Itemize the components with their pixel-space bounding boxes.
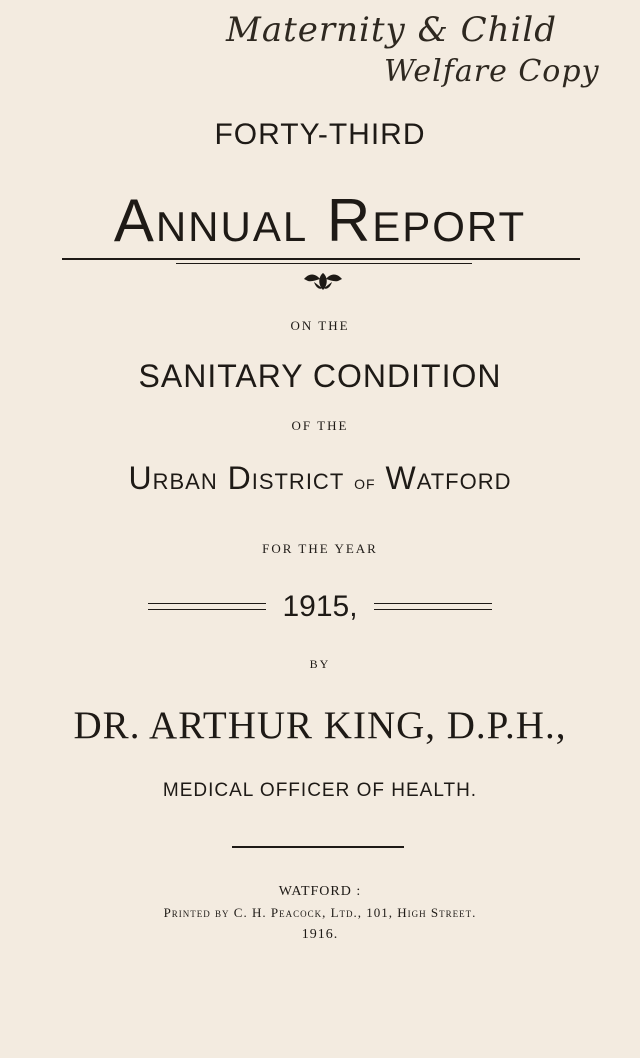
imprint-rule bbox=[232, 846, 404, 848]
ornament-icon bbox=[302, 270, 344, 292]
report-title-report: Report bbox=[326, 187, 527, 254]
report-year: 1915, bbox=[282, 590, 358, 623]
of-the-text: OF THE bbox=[291, 418, 349, 433]
district-heading bbox=[0, 460, 640, 497]
imprint-year: 1916. bbox=[301, 927, 339, 942]
district-part1: Urban District bbox=[128, 460, 345, 496]
edition-heading: FORTY-THIRD bbox=[214, 118, 426, 151]
handwritten-annotation-line2: Welfare Copy bbox=[384, 54, 600, 89]
year-rule-right-bottom bbox=[374, 609, 492, 610]
district-part2: Watford bbox=[385, 460, 512, 496]
report-title-annual: Annual bbox=[113, 187, 309, 254]
author-name: DR. ARTHUR KING, D.P.H., bbox=[73, 704, 567, 747]
handwritten-annotation-line1: Maternity & Child bbox=[226, 10, 558, 50]
author-office: MEDICAL OFFICER OF HEALTH. bbox=[162, 780, 478, 801]
imprint-printer: Printed by C. H. Peacock, Ltd., 101, High Street. bbox=[163, 905, 477, 920]
year-rule-right-top bbox=[374, 603, 492, 604]
title-rule-thick bbox=[62, 258, 580, 260]
by-text: BY bbox=[309, 657, 331, 671]
for-the-year-text: FOR THE YEAR bbox=[262, 541, 378, 556]
imprint-city: WATFORD : bbox=[278, 884, 362, 899]
subject-heading: SANITARY CONDITION bbox=[138, 358, 502, 394]
district-of: of bbox=[354, 472, 376, 494]
title-rule-thin bbox=[176, 263, 472, 264]
report-title bbox=[0, 186, 640, 255]
on-the-text: ON THE bbox=[290, 318, 350, 333]
